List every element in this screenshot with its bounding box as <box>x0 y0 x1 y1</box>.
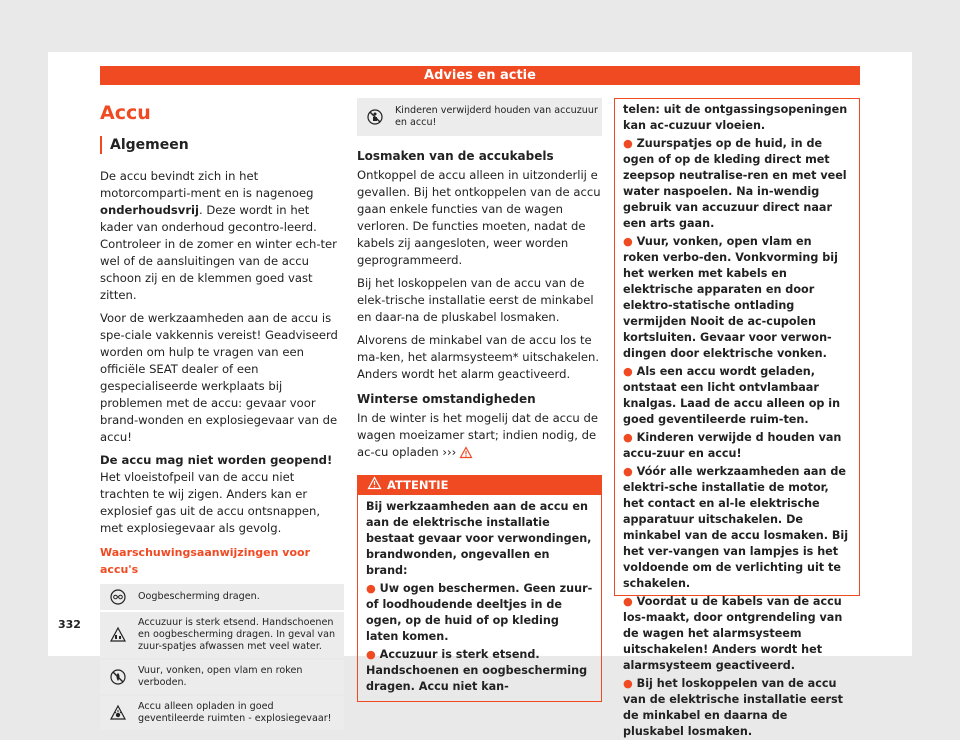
attention-header: ATTENTIE <box>358 476 601 495</box>
attention-bullet: ● Vuur, vonken, open vlam en roken verbo-den. Vonkvorming bij het werken met kabels en elektrische apparaten en door elektro-statische ontlading vermijden Nooit de ac-cupolen kortsluiten. Gevaar voor verwon-dingen door elektrische vonken. <box>623 235 838 360</box>
page-number: 332 <box>58 618 81 631</box>
attention-bullet: ● Accuzuur is sterk etsend. Handschoenen en oogbescherming dragen. Accu niet kan- <box>366 648 588 693</box>
attention-bullet: ● Uw ogen beschermen. Geen zuur- of loodhoudende deeltjes in de ogen, op de huid of op kleding laten komen. <box>366 582 593 643</box>
warnings-table <box>100 584 344 730</box>
winter-heading: Winterse omstandigheden <box>357 392 536 406</box>
no-fire-icon <box>104 669 132 685</box>
warning-row: Vuur, vonken, open vlam en roken verboden. <box>100 660 344 694</box>
corrosive-icon <box>104 627 132 643</box>
attention-continuation-box: telen: uit de ontgassingsopeningen kan ac-cuzuur vloeien. ● Zuurspatjes op de huid, in de ogen of op de kleding direct met zeepsop neutralise-ren en met veel water naspoelen. Na in-wendig gebruik van accuzuur direct naar een arts gaan. ● Vuur, vonken, open vlam en roken verbo-den. Vonkvorming bij het werken met kabels en elektrische apparaten en door elektro-statische ontlading vermijden Nooit de ac-cupolen kortsluiten. Gevaar voor verwon-dingen door elektrische vonken. ● Als een accu wordt geladen, ontstaat een licht ontvlambaar knalgas. Laad de accu alleen op in goed geventileerde ruim-ten. ● Kinderen verwijde d houden van accu-zuur en accu! ● Vóór alle werkzaamheden aan de elektri-sche installatie de motor, het contact en al-le elektrische apparatuur uitschakelen. De minkabel van de accu losmaken. Bij het ver-vangen van lampjes is het voldoende om de verlichting uit te schakelen. ● Voordat u de kabels van de accu los-maakt, door ontgrendeling van de wagen het alarmsysteem uitschakelen! Anders wordt het alarmsysteem geactiveerd. ● Bij het loskoppelen van de accu van de elektrische installatie eerst de minkabel en daarna de pluskabel losmaken. <box>614 98 860 596</box>
disconnect-paragraph: Ontkoppel de accu alleen in uitzonderlij e gevallen. Bij het ontkoppelen van de accu gaan enkele functies van de wagen verloren. De functies moeten, nadat de kabels zij aangesloten, weer worden geprogrammeerd. <box>357 168 601 267</box>
warning-row: Accuzuur is sterk etsend. Handschoenen en oogbescherming dragen. In geval van zuur-spatjes afwassen met veel water. <box>100 612 344 658</box>
warnings-heading: Waarschuwingsaanwijzingen voor accu's <box>100 546 311 576</box>
column-3 <box>614 98 860 738</box>
column-1 <box>100 98 344 732</box>
no-open-paragraph: De accu mag niet worden geopend! Het vloeistofpeil van de accu niet trachten te wij zigen. Anders kan er explosief gas uit de accu ontsnappen, met explosiegevaar als gevolg. <box>100 453 333 535</box>
warning-row: Oogbescherming dragen. <box>100 584 344 610</box>
attention-bullet: ● Bij het loskoppelen van de accu van de elektrische installatie eerst de minkabel en daarna de pluskabel losmaken. <box>623 677 844 738</box>
warning-row: Accu alleen opladen in goed geventileerde ruimten - explosiegevaar! <box>100 696 344 730</box>
keep-children-away-icon <box>361 109 389 125</box>
expertise-paragraph: Voor de werkzaamheden aan de accu is spe-ciale vakkennis vereist! Geadviseerd worden om hulp te vragen van een officiële SEAT dealer of een gespecialiseerde werkplaats bij problemen met de accu: gevaar voor brand-wonden en explosiegevaar van de accu! <box>100 311 338 444</box>
children-note: Kinderen verwijderd houden van accuzuur en accu! <box>357 98 602 136</box>
attention-bullet: ● Als een accu wordt geladen, ontstaat een licht ontvlambaar knalgas. Laad de accu alleen op in goed geventileerde ruim-ten. <box>623 365 841 426</box>
attention-box <box>357 475 602 702</box>
attention-bullet: ● Zuurspatjes op de huid, in de ogen of op de kleding direct met zeepsop neutralise-ren en met veel water naspoelen. Na in-wendig gebruik van accuzuur direct naar een arts gaan. <box>623 137 847 230</box>
attention-body: Bij werkzaamheden aan de accu en aan de elektrische installatie bestaat gevaar voor verwondingen, brandwonden, ongevallen en brand: ● Uw ogen beschermen. Geen zuur- of loodhoudende deeltjes in de ogen, op de huid of op kleding laten komen. ● Accuzuur is sterk etsend. Handschoenen en oogbescherming dragen. Accu niet kan- <box>366 500 593 693</box>
disconnect-heading: Losmaken van de accukabels <box>357 149 554 163</box>
attention-bullet: ● Voordat u de kabels van de accu los-maakt, door ontgrendeling van de wagen het alarmsysteem uitschakelen! Anders wordt het alarmsysteem geactiveerd. <box>623 595 843 672</box>
intro-paragraph: De accu bevindt zich in het motorcomparti-ment en is nagenoeg onderhoudsvrij. Deze wordt in het kader van onderhoud gecontro-leerd. Controleer in de zomer en winter ech-ter wel of de aansluitingen van de accu schoon zij en de klemmen goed vast zitten. <box>100 169 337 302</box>
eye-protection-icon <box>104 589 132 605</box>
column-2 <box>357 98 602 702</box>
section-banner: Advies en actie <box>100 66 860 85</box>
alarm-paragraph: Alvorens de minkabel van de accu los te ma-ken, het alarmsysteem* uitschakelen. Anders wordt het alarm geactiveerd. <box>357 333 600 381</box>
order-paragraph: Bij het loskoppelen van de accu van de elek-trische installatie eerst de minkabel en daar-na de pluskabel losmaken. <box>357 276 594 324</box>
attention-bullet: ● Kinderen verwijde d houden van accu-zuur en accu! <box>623 431 842 460</box>
attention-bullet: ● Vóór alle werkzaamheden aan de elektri-sche installatie de motor, het contact en al-le elektrische apparatuur uitschakelen. De minkabel van de accu losmaken. Bij het ver-vangen van lampjes is het voldoende om de verlichting uit te schakelen. <box>623 465 849 590</box>
section-heading: Algemeen <box>100 136 344 154</box>
winter-paragraph: In de winter is het mogelij dat de accu de wagen moeizamer start; indien nodig, de ac-cu opladen ››› <box>357 410 602 463</box>
warning-triangle-icon <box>460 446 472 463</box>
warning-triangle-icon <box>368 476 381 495</box>
page-title: Accu <box>100 102 151 124</box>
explosive-gas-icon <box>104 705 132 721</box>
